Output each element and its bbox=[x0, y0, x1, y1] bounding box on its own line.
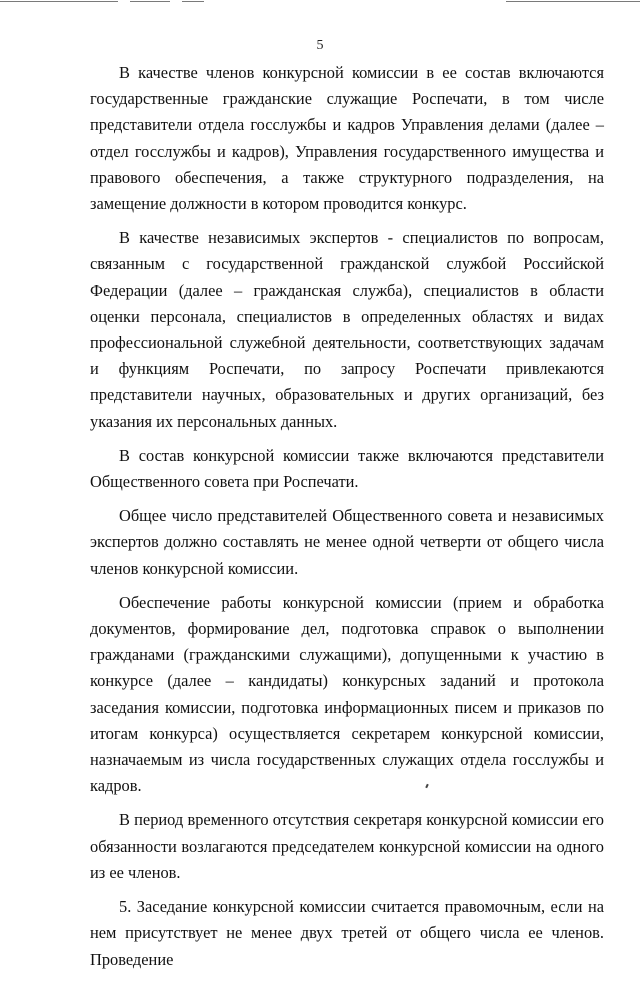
page-number: 5 bbox=[316, 38, 324, 53]
paragraph-quorum: 5. Заседание конкурсной комиссии считается правомочным, если на нем присутствует не менее двух третей от общего числа ее членов. Проведение bbox=[90, 897, 604, 969]
paragraph-public-council: В состав конкурсной комиссии также включаются представители Общественного совета при Роспечати. bbox=[90, 445, 604, 492]
paragraph-experts-share: Общее число представителей Общественного совета и независимых экспертов должно составлять не менее одной четверти от общего числа членов конкурсной комиссии. bbox=[90, 506, 604, 578]
scan-edge-artifact bbox=[0, 0, 640, 6]
paragraph-secretary-duties: Обеспечение работы конкурсной комиссии (прием и обработка документов, формирование дел, подготовка справок о выполнении гражданами (гражданскими служащими), допущенными к участию в конкурсе (далее – кандидаты) конкурсных заданий и протокола заседания комиссии, подготовка информационных писем и приказов по итогам конкурса) осуществляется секретарем конкурсной комиссии, назначаемым из числа государственных служащих отдела госслужбы и кадров. bbox=[90, 592, 604, 796]
paragraph-secretary-absence: В период временного отсутствия секретаря конкурсной комиссии его обязанности возлагаются председателем конкурсной комиссии на одного из ее членов. bbox=[90, 810, 604, 882]
paragraph-commission-members: В качестве членов конкурсной комиссии в ее состав включаются государственные гражданские служащие Роспечати, в том числе представители отдела госслужбы и кадров Управления делами (далее – отдел госслужбы и кадров), Управления государственного имущества и правового обеспечения, а также структурного подразделения, на замещение должности в котором проводится конкурс. bbox=[90, 63, 604, 214]
paragraph-independent-experts: В качестве независимых экспертов - специалистов по вопросам, связанным с государственной гражданской службой Российской Федерации (далее – гражданская служба), специалистов в области оценки персонала, специалистов в определенных областях и видах профессиональной служебной деятельности, соответствующих задачам и функциям Роспечати, по запросу Роспечати привлекаются представители научных, образовательных и других организаций, без указания их персональных данных. bbox=[90, 228, 604, 431]
document-body bbox=[90, 60, 604, 981]
